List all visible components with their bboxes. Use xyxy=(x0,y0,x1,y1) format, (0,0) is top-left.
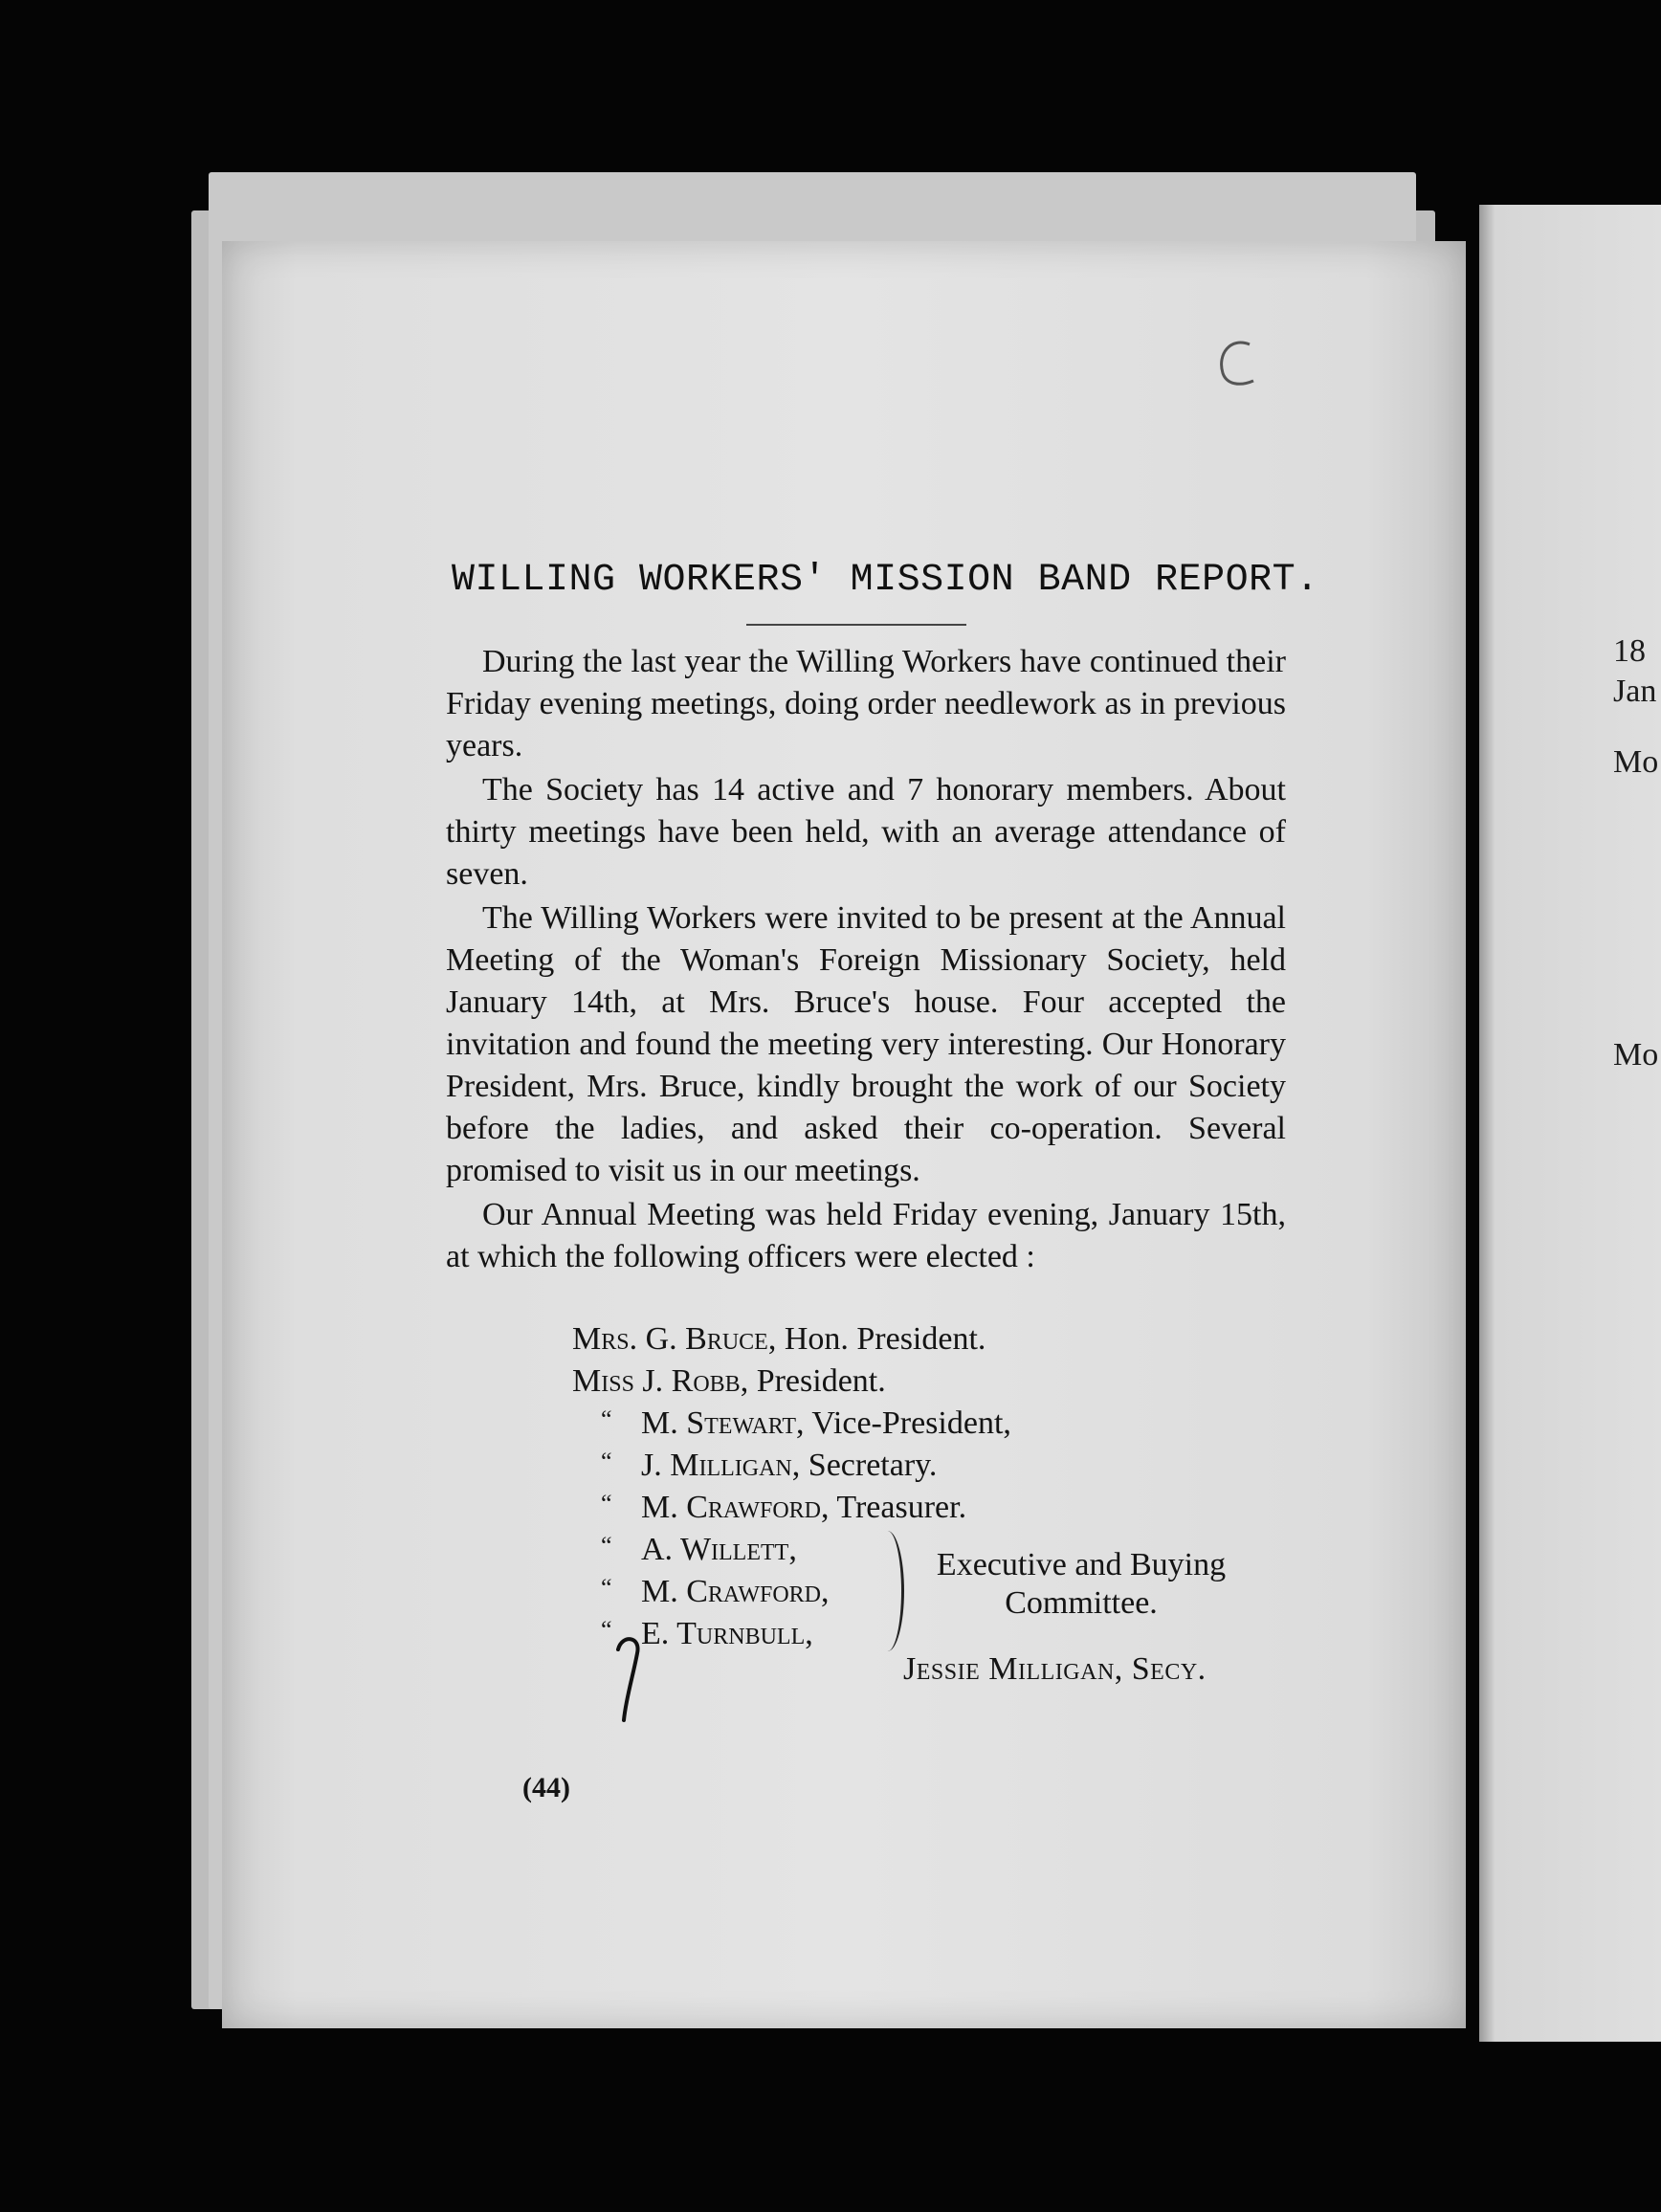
committee-member: “ A. Willett, xyxy=(572,1529,1299,1571)
pencil-mark-icon xyxy=(1211,335,1263,392)
officer-entry: Mrs. G. Bruce, Hon. President. xyxy=(572,1321,986,1357)
officer-entry: Miss J. Robb, President. xyxy=(572,1363,886,1399)
committee-member: “ M. Crawford, xyxy=(572,1571,1299,1613)
adjacent-page-fragment: Mo xyxy=(1613,744,1659,780)
report-body xyxy=(446,641,1286,1278)
committee-member: “ E. Turnbull, xyxy=(572,1613,1299,1655)
adjacent-page-fragment: Jan xyxy=(1613,674,1657,709)
adjacent-page-fragment: Mo xyxy=(1613,1037,1659,1073)
committee-label: Executive and Buying Committee. xyxy=(936,1547,1227,1621)
paragraph: During the last year the Willing Workers have continued their Friday evening meetings, doing order needlework as in previous years. xyxy=(446,644,1286,763)
paragraph: The Society has 14 active and 7 honorary members. About thirty meetings have been held, with an average attendance of seven. xyxy=(446,772,1286,892)
adjacent-page-fragment: 18 xyxy=(1613,633,1646,669)
ditto-mark: “ xyxy=(601,1448,612,1475)
officer-entry: “ M. Crawford, Treasurer. xyxy=(572,1487,1299,1529)
committee-group xyxy=(572,1529,1299,1655)
ditto-mark: “ xyxy=(601,1574,612,1602)
ditto-mark: “ xyxy=(601,1532,612,1559)
handwritten-mark-icon xyxy=(612,1632,651,1724)
officer-entry: “ M. Stewart, Vice-President, xyxy=(572,1403,1299,1445)
officer-list xyxy=(572,1318,1299,1655)
ditto-mark: “ xyxy=(601,1616,612,1644)
page-number: (44) xyxy=(522,1772,570,1803)
paragraph: Our Annual Meeting was held Friday evening, January 15th, at which the following officers were elected : xyxy=(446,1197,1286,1274)
title-divider xyxy=(746,624,966,626)
ditto-mark: “ xyxy=(601,1490,612,1517)
officer-entry: “ J. Milligan, Secretary. xyxy=(572,1445,1299,1487)
paragraph: The Willing Workers were invited to be present at the Annual Meeting of the Woman's Foreign Missionary Society, held January 14th, at Mrs. Bruce's house. Four accepted the invitation and found the meeting very interesting. Our Honorary President, Mrs. Bruce, kindly brought the work of our Society before the ladies, and asked their co-operation. Several promised to visit us in our meetings. xyxy=(446,900,1286,1188)
report-title: WILLING WORKERS' MISSION BAND REPORT. xyxy=(452,559,1319,602)
signature-line: Jessie Milligan, Secy. xyxy=(903,1651,1207,1687)
adjacent-page xyxy=(1479,205,1661,2042)
ditto-mark: “ xyxy=(601,1405,612,1433)
